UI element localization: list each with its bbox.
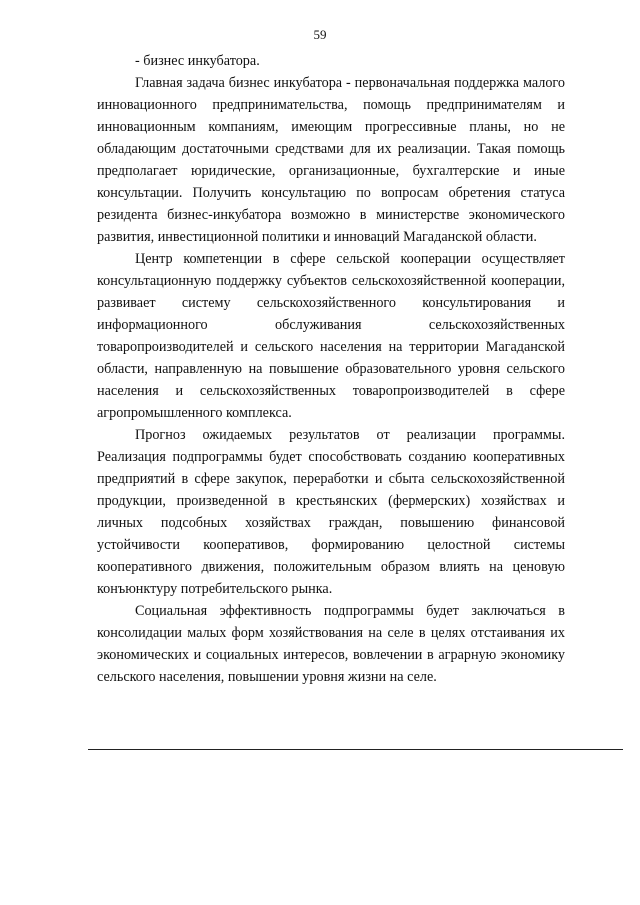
paragraph-intro: - бизнес инкубатора. (135, 53, 260, 69)
document-body (97, 50, 565, 688)
paragraph-forecast: Прогноз ожидаемых результатов от реализации программы. Реализация подпрограммы будет способствовать созданию кооперативных предприятий в сфере закупок, переработки и сбыта сельскохозяйственной продукции, произведенной в крестьянских (фермерских) хозяйствах и личных подсобных хозяйствах граждан, повышению финансовой устойчивости кооперативов, формированию целостной системы кооперативного движения, положительным образом влиять на ценовую конъюнктуру потребительского рынка. (97, 427, 565, 597)
paragraph-competence-center: Центр компетенции в сфере сельской кооперации осуществляет консультационную поддержку субъектов сельскохозяйственной кооперации, развивает систему сельскохозяйственного консультирования и информационного обслуживания сельскохозяйственных товаропроизводителей и сельского населения на территории Магаданской области, направленную на повышение образовательного уровня сельского населения и сельскохозяйственных товаропроизводителей в сфере агропромышленного комплекса. (97, 251, 565, 421)
page-number: 59 (313, 27, 327, 42)
horizontal-rule (88, 749, 623, 750)
paragraph-social-efficiency: Социальная эффективность подпрограммы будет заключаться в консолидации малых форм хозяйствования на селе в целях отстаивания их экономических и социальных интересов, вовлечении в аграрную экономику сельского населения, повышении уровня жизни на селе. (97, 603, 565, 685)
paragraph-business-incubator: Главная задача бизнес инкубатора - первоначальная поддержка малого инновационного предпринимательства, помощь предпринимателям и инновационным компаниям, имеющим прогрессивные планы, но не обладающим достаточными средствами для их реализации. Такая помощь предполагает юридические, организационные, бухгалтерские и иные консультации. Получить консультацию по вопросам обретения статуса резидента бизнес-инкубатора возможно в министерстве экономического развития, инвестиционной политики и инноваций Магаданской области. (97, 75, 565, 245)
